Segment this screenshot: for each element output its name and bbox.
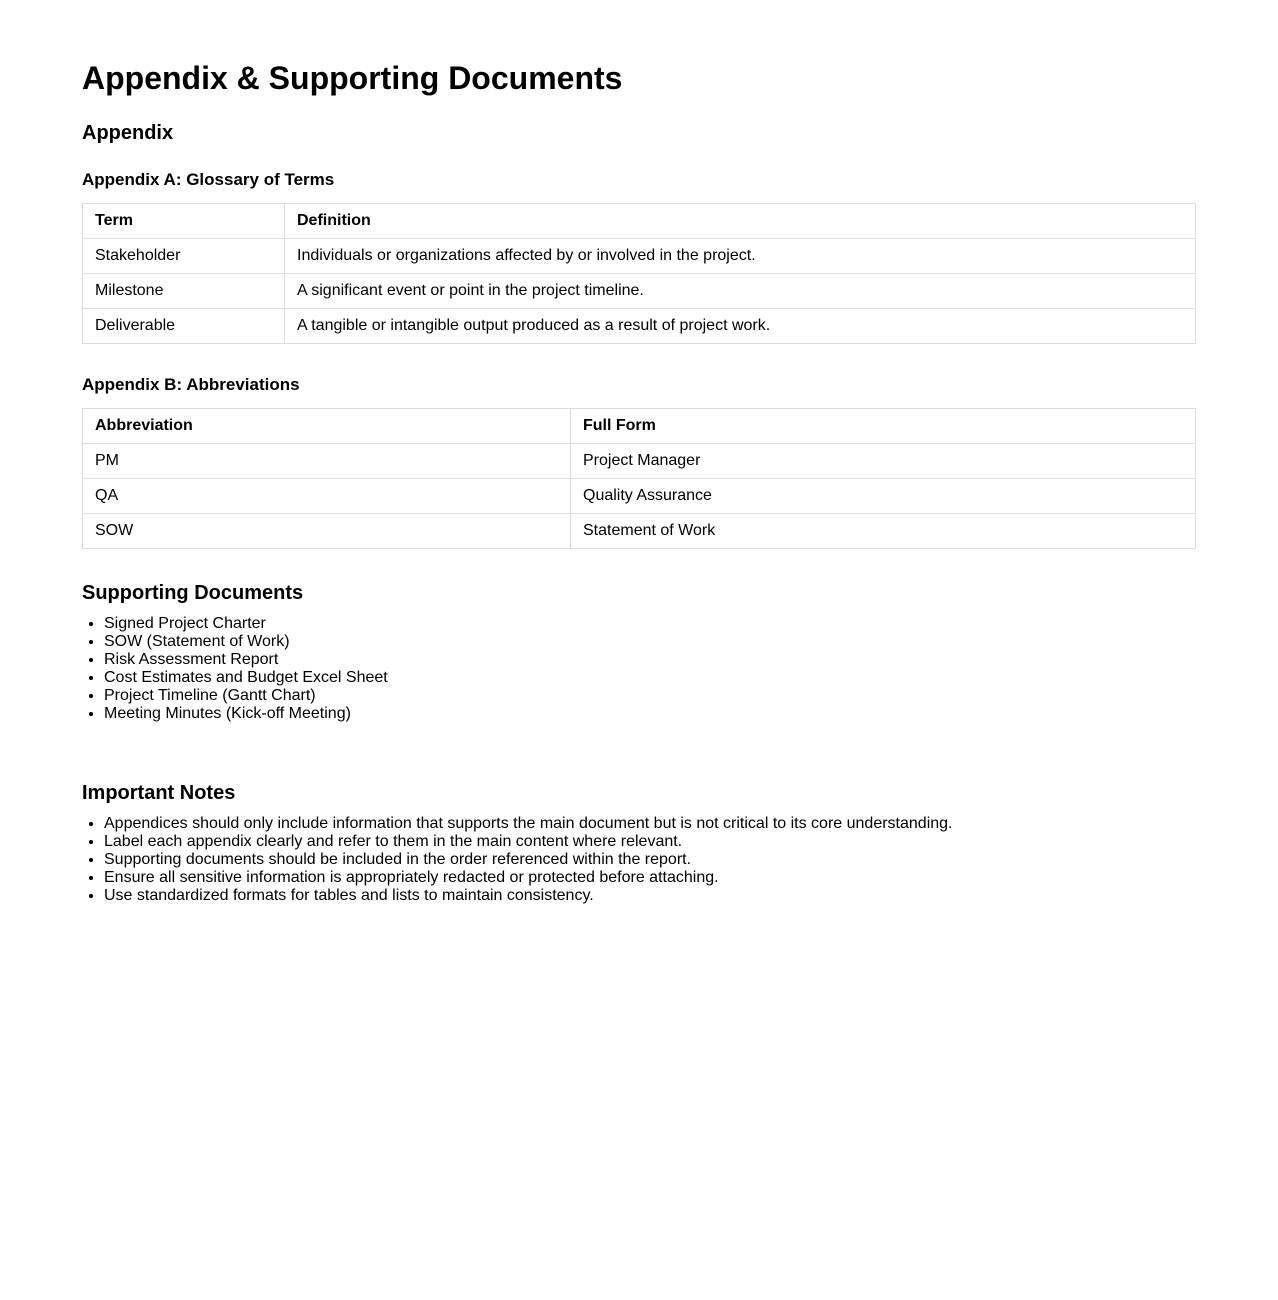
column-header-term: Term (83, 204, 285, 239)
table-header-row (83, 204, 1196, 239)
definition-cell: A significant event or point in the project timeline. (285, 274, 1196, 309)
table-row (83, 274, 1196, 309)
list-item: • Meeting Minutes (Kick-off Meeting) (104, 705, 1196, 723)
list-item: • Cost Estimates and Budget Excel Sheet (104, 669, 1196, 687)
page-title: Appendix & Supporting Documents (82, 60, 623, 96)
column-header-definition: Definition (285, 204, 1196, 239)
table-row (83, 514, 1196, 549)
glossary-heading: Appendix A: Glossary of Terms (82, 170, 335, 189)
table-row (83, 309, 1196, 344)
abbreviations-heading: Appendix B: Abbreviations (82, 375, 300, 394)
term-cell: Stakeholder (83, 239, 285, 274)
list-item: • SOW (Statement of Work) (104, 633, 1196, 651)
important-notes-list (82, 815, 1196, 905)
term-cell: Milestone (83, 274, 285, 309)
list-item: • Risk Assessment Report (104, 651, 1196, 669)
full-form-cell: Statement of Work (571, 514, 1196, 549)
supporting-documents-heading: Supporting Documents (82, 582, 304, 604)
table-header-row (83, 409, 1196, 444)
supporting-documents-list (82, 615, 1196, 723)
list-item: • Appendices should only include information that supports the main document but is not critical to its core understanding. (104, 815, 1196, 833)
table-row (83, 479, 1196, 514)
table-row (83, 444, 1196, 479)
appendix-heading: Appendix (82, 122, 174, 144)
abbreviations-table (82, 408, 1196, 549)
important-notes-heading: Important Notes (82, 782, 236, 804)
list-item: • Use standardized formats for tables and lists to maintain consistency. (104, 887, 1196, 905)
list-item: • Supporting documents should be included in the order referenced within the report. (104, 851, 1196, 869)
term-cell: Deliverable (83, 309, 285, 344)
list-item: • Project Timeline (Gantt Chart) (104, 687, 1196, 705)
abbreviation-cell: QA (83, 479, 571, 514)
definition-cell: A tangible or intangible output produced as a result of project work. (285, 309, 1196, 344)
list-item: • Label each appendix clearly and refer to them in the main content where relevant. (104, 833, 1196, 851)
column-header-full-form: Full Form (571, 409, 1196, 444)
list-item: • Signed Project Charter (104, 615, 1196, 633)
abbreviation-cell: PM (83, 444, 571, 479)
abbreviation-cell: SOW (83, 514, 571, 549)
full-form-cell: Project Manager (571, 444, 1196, 479)
table-row (83, 239, 1196, 274)
glossary-table (82, 203, 1196, 344)
full-form-cell: Quality Assurance (571, 479, 1196, 514)
definition-cell: Individuals or organizations affected by or involved in the project. (285, 239, 1196, 274)
column-header-abbreviation: Abbreviation (83, 409, 571, 444)
list-item: • Ensure all sensitive information is appropriately redacted or protected before attaching. (104, 869, 1196, 887)
